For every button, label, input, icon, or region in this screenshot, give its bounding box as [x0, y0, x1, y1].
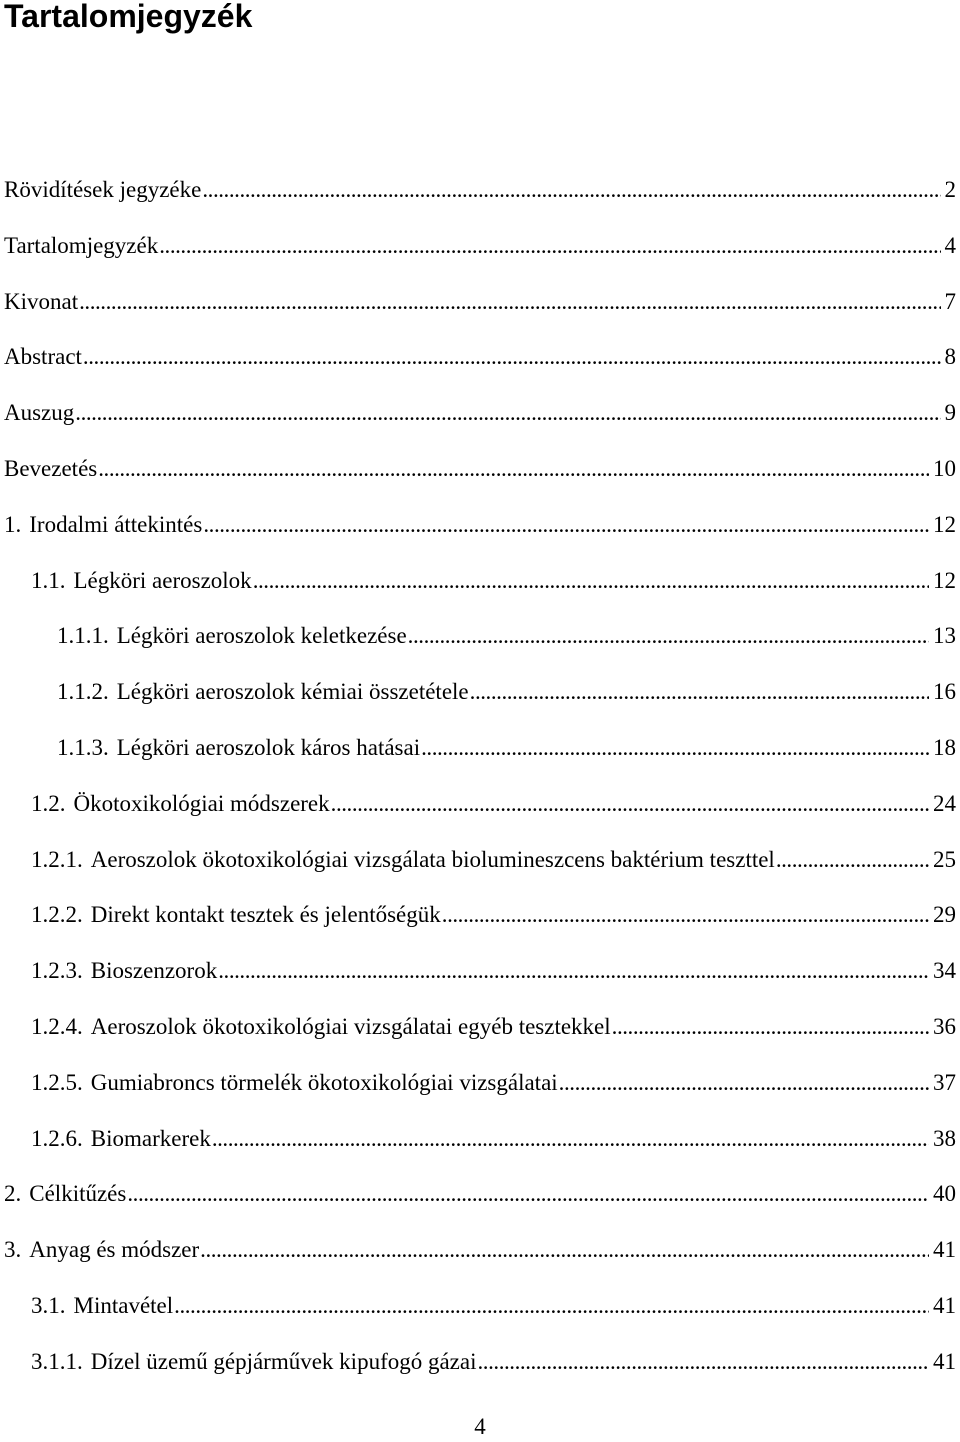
toc-entry-page: 41 — [933, 1292, 956, 1318]
table-of-contents — [0, 162, 960, 1390]
toc-entry[interactable] — [0, 441, 960, 497]
toc-entry-label: Tartalomjegyzék — [4, 232, 159, 258]
toc-entry-label: Rövidítések jegyzéke — [4, 177, 202, 202]
toc-entry-page: 12 — [933, 567, 956, 593]
toc-entry-number: 1.1. — [31, 567, 66, 593]
dot-leader — [776, 832, 929, 888]
toc-entry-row — [31, 999, 956, 1055]
toc-entry-page: 24 — [933, 790, 956, 816]
dot-leader — [75, 385, 940, 441]
toc-entry-number: 3.1.1. — [31, 1348, 83, 1374]
toc-entry[interactable] — [0, 1111, 960, 1167]
toc-entry-row — [57, 664, 956, 720]
toc-entry[interactable] — [0, 162, 960, 218]
toc-entry-number: 1.2.1. — [31, 846, 83, 872]
toc-entry[interactable] — [0, 274, 960, 330]
toc-entry-page: 34 — [933, 958, 956, 984]
dot-leader — [202, 162, 940, 218]
toc-entry-row — [31, 887, 956, 943]
toc-entry-number: 1.2.5. — [31, 1069, 83, 1095]
toc-entry-row — [31, 832, 956, 888]
toc-entry-page: 37 — [933, 1069, 956, 1095]
toc-entry-page: 8 — [944, 344, 956, 370]
toc-entry[interactable] — [0, 999, 960, 1055]
toc-entry-row — [57, 608, 956, 664]
toc-entry-row — [4, 218, 956, 274]
toc-entry-label: Légköri aeroszolok keletkezése — [116, 623, 407, 649]
toc-entry-row — [4, 1166, 956, 1222]
dot-leader — [212, 1111, 929, 1167]
toc-entry-row — [31, 1278, 956, 1334]
toc-entry-page: 41 — [933, 1237, 956, 1263]
toc-entry-label: Anyag és módszer — [29, 1237, 200, 1263]
dot-leader — [442, 887, 929, 943]
toc-entry-page: 25 — [933, 846, 956, 872]
toc-entry-label: Auszug — [4, 400, 75, 426]
toc-entry-number: 1. — [4, 511, 22, 537]
toc-entry-number: 1.2. — [31, 790, 66, 816]
toc-entry-row — [4, 497, 956, 553]
toc-entry-label: Gumiabroncs törmelék ökotoxikológiai vizsgálatai — [90, 1069, 558, 1095]
toc-entry-row — [31, 1334, 956, 1390]
toc-entry-number: 2. — [4, 1181, 22, 1207]
dot-leader — [200, 1222, 929, 1278]
toc-entry[interactable] — [0, 385, 960, 441]
toc-entry-page: 7 — [944, 288, 956, 314]
toc-entry[interactable] — [0, 608, 960, 664]
toc-entry-row — [4, 162, 956, 218]
toc-entry-label: Aeroszolok ökotoxikológiai vizsgálata biolumineszcens baktérium teszttel — [90, 846, 775, 872]
toc-entry[interactable] — [0, 329, 960, 385]
toc-entry-label: Dízel üzemű gépjárművek kipufogó gázai — [90, 1348, 477, 1374]
toc-entry-row — [4, 385, 956, 441]
toc-entry[interactable] — [0, 720, 960, 776]
toc-entry-label: Légköri aeroszolok — [73, 567, 252, 593]
toc-entry[interactable] — [0, 943, 960, 999]
toc-entry[interactable] — [0, 1166, 960, 1222]
dot-leader — [408, 608, 929, 664]
toc-entry-number: 1.2.4. — [31, 1013, 83, 1039]
toc-entry-page: 18 — [933, 734, 956, 760]
dot-leader — [174, 1278, 929, 1334]
toc-entry-page: 29 — [933, 902, 956, 928]
dot-leader — [253, 553, 929, 609]
toc-entry[interactable] — [0, 832, 960, 888]
toc-entry-label: Bevezetés — [4, 455, 98, 481]
toc-entry-page: 9 — [944, 400, 956, 426]
toc-entry-row — [4, 274, 956, 330]
dot-leader — [421, 720, 929, 776]
toc-entry-label: Abstract — [4, 344, 82, 370]
toc-entry-label: Kivonat — [4, 288, 79, 314]
dot-leader — [159, 218, 940, 274]
toc-entry[interactable] — [0, 553, 960, 609]
toc-entry[interactable] — [0, 776, 960, 832]
dot-leader — [218, 943, 929, 999]
toc-entry-label: Direkt kontakt tesztek és jelentőségük — [90, 902, 441, 928]
toc-entry-row — [31, 776, 956, 832]
toc-entry-label: Ökotoxikológiai módszerek — [73, 790, 330, 816]
toc-entry-row — [4, 1222, 956, 1278]
dot-leader — [98, 441, 929, 497]
toc-entry-label: Bioszenzorok — [90, 958, 218, 984]
toc-entry-label: Irodalmi áttekintés — [29, 511, 203, 537]
toc-entry[interactable] — [0, 664, 960, 720]
toc-entry[interactable] — [0, 1222, 960, 1278]
toc-entry-row — [31, 943, 956, 999]
toc-entry-label: Célkitűzés — [29, 1181, 127, 1207]
toc-entry[interactable] — [0, 1055, 960, 1111]
toc-entry-label: Mintavétel — [73, 1292, 174, 1318]
toc-entry-number: 1.1.1. — [57, 623, 109, 649]
dot-leader — [470, 664, 929, 720]
toc-entry-label: Aeroszolok ökotoxikológiai vizsgálatai egyéb tesztekkel — [90, 1013, 611, 1039]
toc-entry-number: 1.1.3. — [57, 734, 109, 760]
toc-entry-number: 1.2.3. — [31, 958, 83, 984]
toc-entry-page: 10 — [933, 455, 956, 481]
toc-entry-page: 41 — [933, 1348, 956, 1374]
toc-entry-row — [57, 720, 956, 776]
toc-entry-number: 3.1. — [31, 1292, 66, 1318]
toc-entry-label: Biomarkerek — [90, 1125, 211, 1151]
dot-leader — [203, 497, 929, 553]
toc-entry-row — [31, 553, 956, 609]
toc-entry-page: 2 — [944, 177, 956, 202]
toc-entry-page: 40 — [933, 1181, 956, 1207]
dot-leader — [478, 1334, 930, 1390]
toc-entry-page: 13 — [933, 623, 956, 649]
toc-entry[interactable] — [0, 1334, 960, 1390]
toc-entry-number: 1.1.2. — [57, 679, 109, 705]
toc-entry-row — [31, 1055, 956, 1111]
dot-leader — [612, 999, 929, 1055]
toc-entry-label: Légköri aeroszolok kémiai összetétele — [116, 679, 469, 705]
toc-entry-number: 1.2.2. — [31, 902, 83, 928]
toc-entry-number: 3. — [4, 1237, 22, 1263]
page-number: 4 — [474, 1414, 486, 1439]
toc-entry-row — [4, 441, 956, 497]
toc-entry-row — [31, 1111, 956, 1167]
toc-entry[interactable] — [0, 1278, 960, 1334]
toc-entry-row — [4, 329, 956, 385]
dot-leader — [331, 776, 929, 832]
toc-entry-number: 1.2.6. — [31, 1125, 83, 1151]
dot-leader — [559, 1055, 929, 1111]
toc-entry[interactable] — [0, 887, 960, 943]
toc-entry-label: Légköri aeroszolok káros hatásai — [116, 734, 421, 760]
toc-entry-page: 38 — [933, 1125, 956, 1151]
toc-entry[interactable] — [0, 497, 960, 553]
toc-entry[interactable] — [0, 218, 960, 274]
toc-entry-page: 36 — [933, 1013, 956, 1039]
toc-entry-page: 4 — [944, 232, 956, 258]
dot-leader — [127, 1166, 929, 1222]
page-title: Tartalomjegyzék — [4, 0, 253, 34]
dot-leader — [79, 274, 940, 330]
dot-leader — [83, 329, 941, 385]
toc-entry-page: 12 — [933, 511, 956, 537]
toc-entry-page: 16 — [933, 679, 956, 705]
